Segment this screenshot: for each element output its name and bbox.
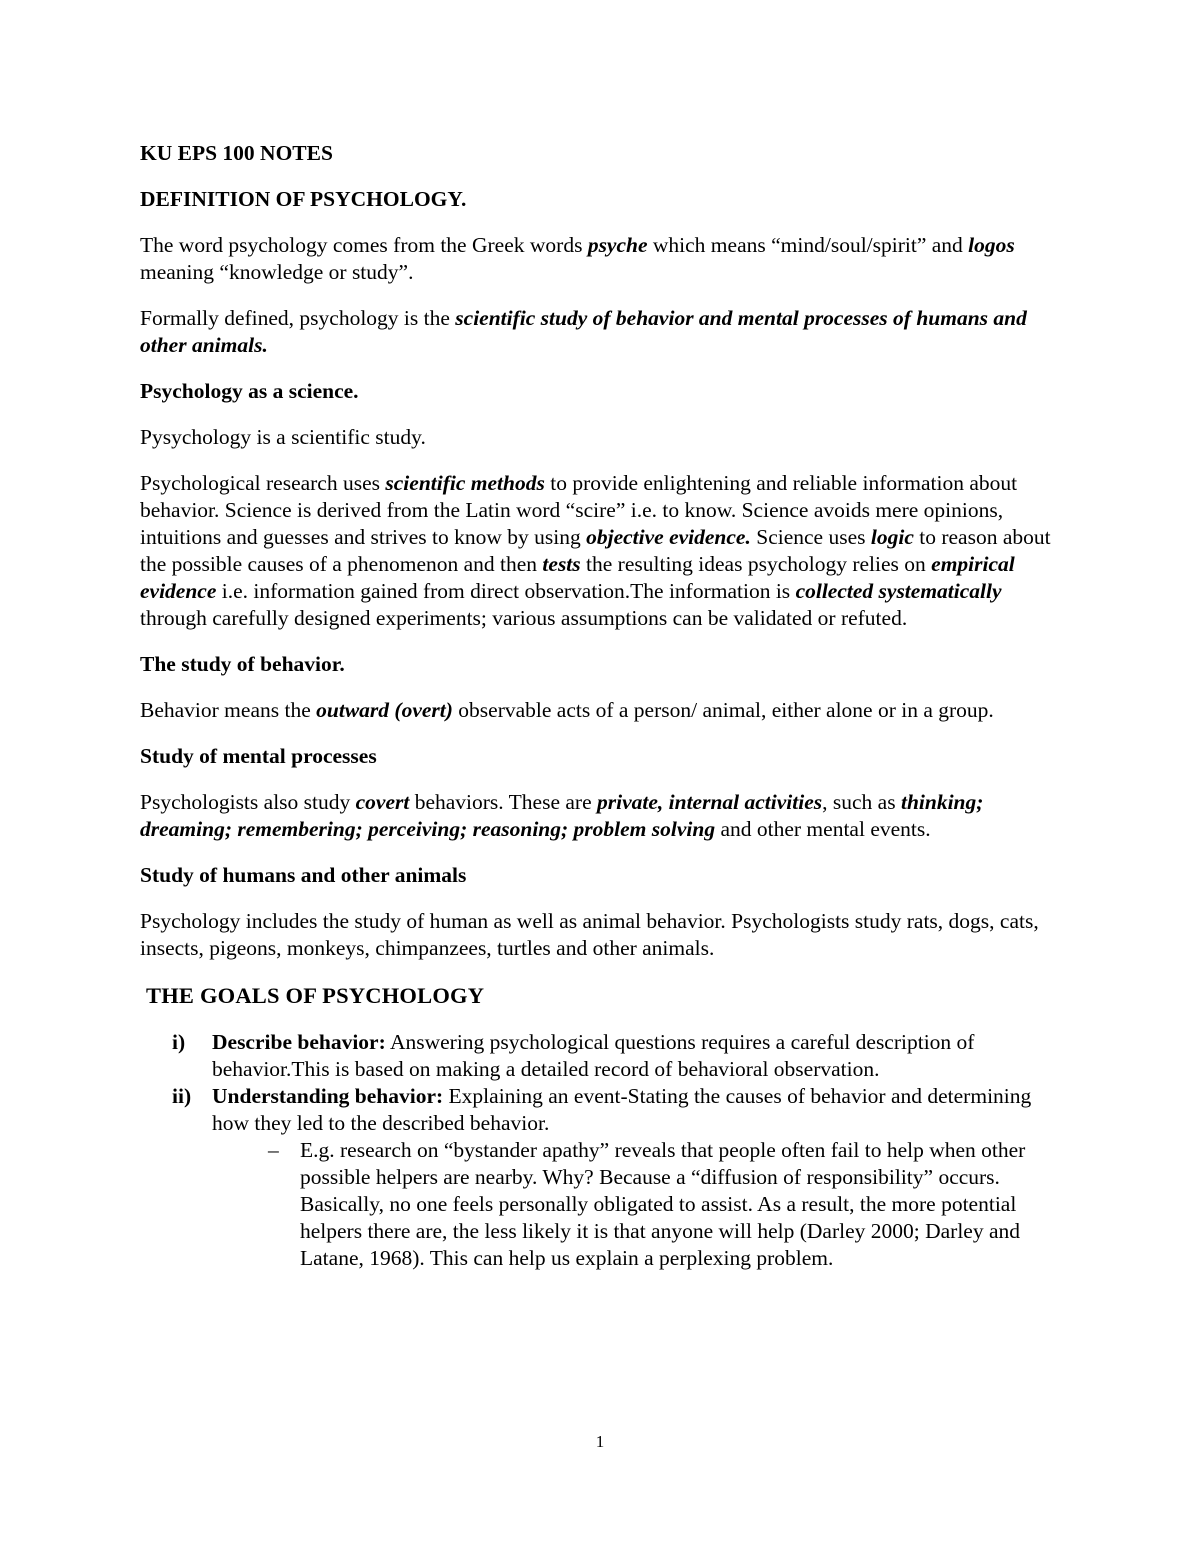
sub-item-text: E.g. research on “bystander apathy” reveals that people often fail to help when other possible helpers are nearby. Why? Because a “diffusion of responsibility” occurs. Basically, no one feels personally obligated to assist. As a result, the more potential helpers there are, the less likely it is that anyone will help (Darley 2000; Darley and Latane, 1968). This can help us explain a perplexing problem.	[300, 1138, 1026, 1270]
humans-animals-heading: Study of humans and other animals	[140, 863, 467, 887]
text-run: which means “mind/soul/spirit” and	[647, 233, 969, 257]
term-tests: tests	[542, 552, 581, 576]
paragraph-mental-processes	[140, 789, 1060, 843]
text-run: Behavior means the	[140, 698, 317, 722]
goal-text: Explaining an event-Stating the causes of behavior and determining how they led to the described behavior.	[212, 1084, 1032, 1135]
text-run: through carefully designed experiments; various assumptions can be validated or refuted.	[140, 606, 908, 630]
text-run: to provide enlightening and reliable information about behavior. Science is derived from the Latin word “scire” i.e. to know. Science avoids mere opinions, intuitions and guesses and strives to know by using	[140, 471, 1018, 549]
goal-text: Answering psychological questions requires a careful description of behavior.This is based on making a detailed record of behavioral observation.	[212, 1030, 975, 1081]
text-run: Psychological research uses	[140, 471, 386, 495]
definition-heading: DEFINITION OF PSYCHOLOGY.	[140, 187, 467, 211]
text-run: Science uses	[750, 525, 871, 549]
paragraph-research-methods	[140, 470, 1060, 632]
dash-bullet: –	[268, 1138, 279, 1162]
text-run: The word psychology comes from the Greek words	[140, 233, 588, 257]
list-item	[140, 1029, 1060, 1083]
text-run: Psychologists also study	[140, 790, 356, 814]
text-run: i.e. information gained from direct observation.The information is	[216, 579, 796, 603]
document-page	[140, 140, 1060, 1272]
text-run: Formally defined, psychology is the	[140, 306, 456, 330]
term-psyche: psyche	[587, 233, 648, 257]
goal-label: Understanding behavior:	[212, 1084, 444, 1108]
paragraph-greek-origin	[140, 232, 1060, 286]
text-run: behaviors. These are	[409, 790, 597, 814]
page-number: 1	[595, 1432, 605, 1451]
text-run: to reason about the possible causes of a phenomenon and then	[140, 525, 1051, 576]
paragraph-formal-definition	[140, 305, 1060, 359]
term-logic: logic	[870, 525, 914, 549]
term-private-internal: private, internal activities	[597, 790, 823, 814]
text-run: the resulting ideas psychology relies on	[580, 552, 932, 576]
document-title: KU EPS 100 NOTES	[140, 141, 333, 165]
term-outward-overt: outward (overt)	[316, 698, 453, 722]
sub-list-item	[140, 1137, 1060, 1272]
list-item	[140, 1083, 1060, 1137]
list-item-number: i)	[172, 1030, 186, 1054]
text-run: , such as	[822, 790, 901, 814]
term-mental-activities: thinking; dreaming; remembering; perceiving; reasoning; problem solving	[140, 790, 984, 841]
term-objective-evidence: objective evidence.	[586, 525, 751, 549]
goals-heading: THE GOALS OF PSYCHOLOGY	[146, 983, 485, 1008]
text-run: and other mental events.	[715, 817, 931, 841]
list-item-number: ii)	[172, 1084, 192, 1108]
term-collected-systematically: collected systematically	[795, 579, 1002, 603]
behavior-heading: The study of behavior.	[140, 652, 345, 676]
text-run: observable acts of a person/ animal, either alone or in a group.	[452, 698, 994, 722]
goal-label: Describe behavior:	[212, 1030, 386, 1054]
term-logos: logos	[968, 233, 1015, 257]
paragraph-scientific-study: Pysychology is a scientific study.	[140, 425, 426, 449]
term-scientific-methods: scientific methods	[385, 471, 545, 495]
term-empirical-evidence: empirical evidence	[140, 552, 1015, 603]
mental-processes-heading: Study of mental processes	[140, 744, 377, 768]
term-covert: covert	[355, 790, 410, 814]
science-heading: Psychology as a science.	[140, 379, 359, 403]
paragraph-behavior	[140, 697, 1060, 724]
term-formal-definition: scientific study of behavior and mental processes of humans and other animals.	[140, 306, 1027, 357]
text-run: meaning “knowledge or study”.	[140, 260, 414, 284]
paragraph-humans-animals: Psychology includes the study of human as well as animal behavior. Psychologists study rats, dogs, cats, insects, pigeons, monkeys, chimpanzees, turtles and other animals.	[140, 909, 1039, 960]
goals-list	[140, 1029, 1060, 1272]
